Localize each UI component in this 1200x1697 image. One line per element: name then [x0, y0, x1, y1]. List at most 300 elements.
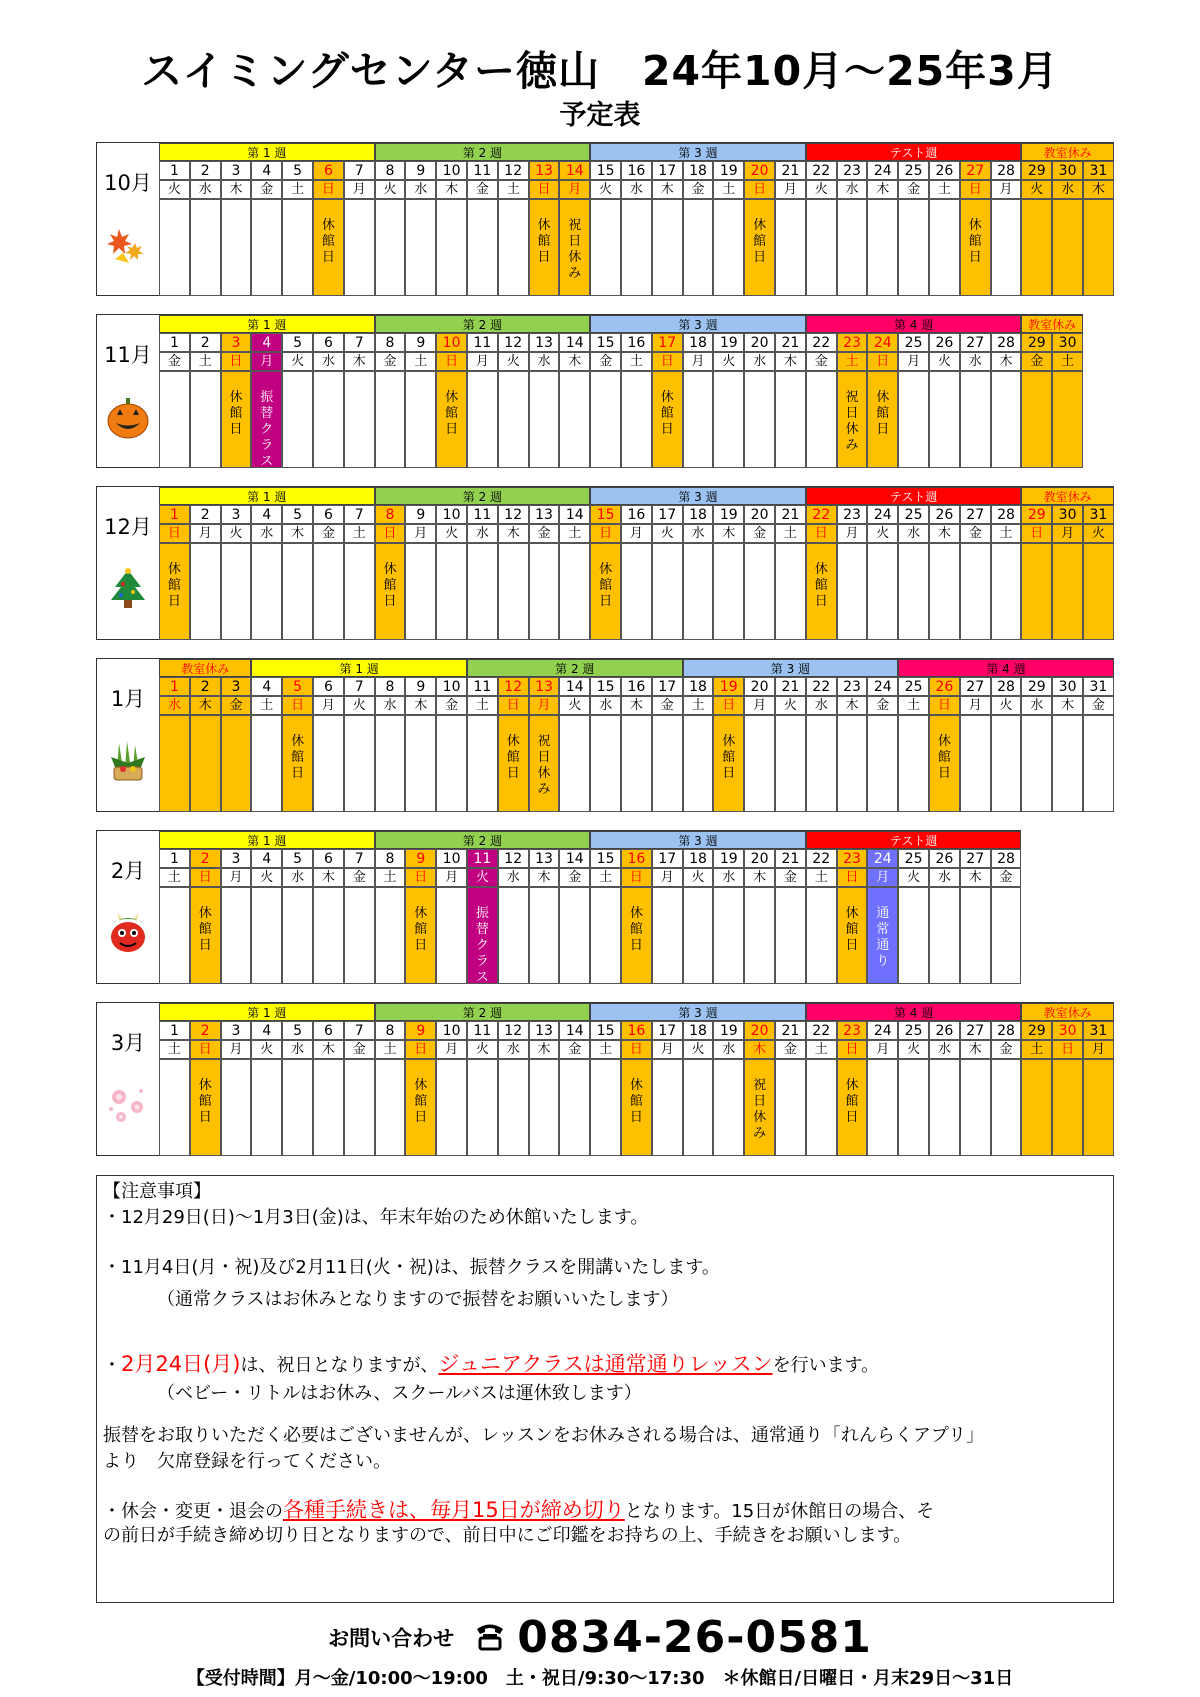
day-number: 13 [529, 333, 560, 352]
day-number: 12 [498, 505, 529, 524]
day-note-text: 通 常 通 り [876, 906, 890, 969]
day-number: 2 [190, 333, 221, 352]
day-number: 22 [806, 333, 837, 352]
day-note [282, 887, 313, 984]
day-number: 14 [559, 333, 590, 352]
day-note [467, 199, 498, 296]
day-of-week: 水 [621, 180, 652, 199]
day-number: 15 [590, 505, 621, 524]
day-of-week: 金 [467, 180, 498, 199]
day-of-week: 金 [744, 524, 775, 543]
day-of-week: 日 [221, 352, 252, 371]
week-header: 第 2 週 [375, 315, 591, 333]
day-note [498, 543, 529, 640]
day-of-week: 金 [375, 352, 406, 371]
week-header: 第 2 週 [375, 1003, 591, 1021]
day-of-week: 月 [775, 180, 806, 199]
day-number: 25 [898, 161, 929, 180]
day-number: 6 [313, 161, 344, 180]
day-number: 3 [221, 161, 252, 180]
day-note [282, 199, 313, 296]
christmas-tree-icon [105, 567, 151, 613]
day-number: 19 [713, 677, 744, 696]
week-header: 第 3 週 [590, 315, 806, 333]
day-note-text: 休 館 日 [753, 218, 767, 265]
day-number: 6 [313, 677, 344, 696]
day-note-text: 祝 日 休 み [537, 734, 551, 797]
day-number: 10 [436, 1021, 467, 1040]
day-of-week: 日 [405, 868, 436, 887]
day-note [1052, 543, 1083, 640]
month-label: 10月 [104, 171, 152, 195]
day-number: 11 [467, 333, 498, 352]
day-number: 2 [190, 849, 221, 868]
day-number: 22 [806, 677, 837, 696]
day-of-week: 火 [806, 180, 837, 199]
day-note [775, 371, 806, 468]
day-note [713, 199, 744, 296]
day-note [467, 371, 498, 468]
day-number: 21 [775, 161, 806, 180]
day-note [190, 371, 221, 468]
day-note [313, 199, 344, 296]
day-note-text: 休 館 日 [445, 390, 459, 437]
day-note [837, 543, 868, 640]
day-note [713, 715, 744, 812]
day-of-week: 火 [251, 1040, 282, 1059]
day-of-week: 月 [251, 352, 282, 371]
day-of-week: 金 [529, 524, 560, 543]
day-number: 19 [713, 1021, 744, 1040]
day-number: 13 [529, 849, 560, 868]
day-number: 8 [375, 677, 406, 696]
day-note [1083, 715, 1114, 812]
day-number: 11 [467, 1021, 498, 1040]
day-number: 20 [744, 849, 775, 868]
day-of-week: 金 [344, 1040, 375, 1059]
day-number: 19 [713, 333, 744, 352]
day-note [991, 543, 1022, 640]
day-of-week: 土 [1052, 352, 1083, 371]
day-of-week: 水 [837, 180, 868, 199]
day-note [559, 887, 590, 984]
day-number: 15 [590, 849, 621, 868]
note-fragment: ・ [103, 1355, 121, 1376]
day-number: 10 [436, 849, 467, 868]
day-number: 23 [837, 1021, 868, 1040]
week-header: 教室休み [1021, 1003, 1113, 1021]
week-header: テスト週 [806, 143, 1022, 161]
day-note [991, 887, 1022, 984]
day-of-week: 水 [898, 524, 929, 543]
page-subtitle: 予定表 [559, 100, 641, 131]
day-note [251, 199, 282, 296]
day-note [837, 371, 868, 468]
day-note [559, 543, 590, 640]
day-of-week: 月 [467, 352, 498, 371]
day-note [313, 715, 344, 812]
day-number: 29 [1021, 333, 1052, 352]
day-of-week: 月 [405, 524, 436, 543]
day-number: 5 [282, 333, 313, 352]
day-number: 21 [775, 677, 806, 696]
day-note [1021, 199, 1052, 296]
day-of-week: 水 [590, 696, 621, 715]
day-of-week: 火 [375, 180, 406, 199]
day-note [590, 887, 621, 984]
day-note [375, 1059, 406, 1156]
day-number: 15 [590, 1021, 621, 1040]
day-note [498, 715, 529, 812]
day-note [282, 371, 313, 468]
day-number: 2 [190, 1021, 221, 1040]
day-of-week: 火 [498, 352, 529, 371]
day-number: 19 [713, 161, 744, 180]
week-header: 教室休み [1021, 487, 1113, 505]
day-note [1052, 199, 1083, 296]
day-number: 13 [529, 1021, 560, 1040]
day-number: 21 [775, 505, 806, 524]
day-number: 24 [867, 677, 898, 696]
day-number: 30 [1052, 505, 1083, 524]
day-of-week: 金 [1021, 352, 1052, 371]
day-number: 14 [559, 1021, 590, 1040]
day-of-week: 日 [190, 1040, 221, 1059]
day-of-week: 木 [190, 696, 221, 715]
day-number: 15 [590, 333, 621, 352]
day-of-week: 金 [898, 180, 929, 199]
day-number: 20 [744, 677, 775, 696]
day-of-week: 金 [991, 868, 1022, 887]
day-number: 24 [867, 849, 898, 868]
day-number: 29 [1021, 505, 1052, 524]
day-number: 1 [159, 161, 190, 180]
day-of-week: 土 [775, 524, 806, 543]
day-note-text: 休 館 日 [968, 218, 982, 265]
day-number: 9 [405, 161, 436, 180]
day-note [251, 715, 282, 812]
day-number: 10 [436, 505, 467, 524]
month-label: 1月 [110, 687, 146, 711]
day-number: 7 [344, 677, 375, 696]
day-of-week: 水 [467, 524, 498, 543]
day-number: 1 [159, 849, 190, 868]
day-of-week: 火 [282, 352, 313, 371]
day-of-week: 木 [436, 180, 467, 199]
day-number: 5 [282, 505, 313, 524]
day-note [837, 199, 868, 296]
day-note [190, 887, 221, 984]
day-number: 25 [898, 677, 929, 696]
day-of-week: 金 [775, 868, 806, 887]
day-of-week: 土 [159, 868, 190, 887]
note-fragment: となります。15日が休館日の場合、そ [624, 1501, 935, 1522]
day-of-week: 日 [621, 1040, 652, 1059]
day-of-week: 金 [559, 868, 590, 887]
day-note [590, 1059, 621, 1156]
day-of-week: 火 [652, 524, 683, 543]
day-note [159, 199, 190, 296]
day-of-week: 金 [436, 696, 467, 715]
day-of-week: 木 [221, 180, 252, 199]
day-note [652, 887, 683, 984]
day-of-week: 日 [498, 696, 529, 715]
day-number: 30 [1052, 1021, 1083, 1040]
cherry-blossom-icon [105, 1083, 151, 1129]
day-of-week: 月 [190, 524, 221, 543]
day-number: 21 [775, 849, 806, 868]
day-note [867, 371, 898, 468]
day-note [898, 715, 929, 812]
day-number: 15 [590, 161, 621, 180]
day-number: 20 [744, 1021, 775, 1040]
note-fragment: は、祝日となりますが、 [240, 1355, 439, 1376]
day-note [652, 543, 683, 640]
day-number: 15 [590, 677, 621, 696]
day-number: 13 [529, 505, 560, 524]
day-of-week: 木 [1083, 180, 1114, 199]
week-header: 第 2 週 [467, 659, 683, 677]
week-header: 第 2 週 [375, 831, 591, 849]
day-note [251, 887, 282, 984]
week-header: 第 1 週 [159, 1003, 375, 1021]
day-of-week: 水 [251, 524, 282, 543]
day-number: 5 [282, 677, 313, 696]
day-number: 18 [683, 505, 714, 524]
day-note [436, 199, 467, 296]
day-number: 17 [652, 677, 683, 696]
day-of-week: 月 [1083, 1040, 1114, 1059]
day-of-week: 火 [251, 868, 282, 887]
day-of-week: 土 [806, 1040, 837, 1059]
month-calendar [96, 1002, 1114, 1156]
day-note [375, 371, 406, 468]
day-of-week: 火 [1021, 180, 1052, 199]
day-number: 18 [683, 1021, 714, 1040]
jack-o-lantern-icon [105, 395, 151, 441]
day-note [1052, 1059, 1083, 1156]
day-of-week: 金 [806, 352, 837, 371]
day-note-text: 休 館 日 [167, 562, 181, 609]
month-calendar [96, 314, 1083, 468]
day-number: 4 [251, 161, 282, 180]
day-of-week: 木 [313, 1040, 344, 1059]
day-of-week: 日 [282, 696, 313, 715]
day-note [221, 199, 252, 296]
day-number: 12 [498, 849, 529, 868]
day-note [991, 715, 1022, 812]
day-note [621, 1059, 652, 1156]
day-number: 1 [159, 333, 190, 352]
day-note-text: 休 館 日 [383, 562, 397, 609]
day-note-text: 祝 日 休 み [845, 390, 859, 453]
day-note [744, 199, 775, 296]
day-of-week: 土 [898, 696, 929, 715]
day-of-week: 土 [1021, 1040, 1052, 1059]
day-of-week: 金 [867, 696, 898, 715]
day-number: 26 [929, 161, 960, 180]
day-note [436, 887, 467, 984]
day-note [344, 199, 375, 296]
note-line: ・11月4日(月・祝)及び2月11日(火・祝)は、振替クラスを開講いたします。 [103, 1257, 720, 1278]
day-number: 4 [251, 1021, 282, 1040]
day-number: 13 [529, 677, 560, 696]
day-number: 26 [929, 849, 960, 868]
week-header: 第 3 週 [590, 487, 806, 505]
day-number: 28 [991, 333, 1022, 352]
day-number: 18 [683, 333, 714, 352]
day-note [159, 543, 190, 640]
day-note-text: 振 替 ク ラ ス [475, 906, 489, 984]
week-header: テスト週 [806, 831, 1022, 849]
week-header: 教室休み [1021, 143, 1113, 161]
day-of-week: 日 [867, 352, 898, 371]
day-number: 12 [498, 1021, 529, 1040]
day-number: 14 [559, 505, 590, 524]
day-of-week: 木 [498, 524, 529, 543]
day-note [960, 199, 991, 296]
day-number: 17 [652, 505, 683, 524]
day-number: 6 [313, 1021, 344, 1040]
day-of-week: 木 [313, 868, 344, 887]
maple-leaves-icon [105, 223, 151, 269]
day-note [159, 715, 190, 812]
day-note [806, 887, 837, 984]
day-number: 5 [282, 161, 313, 180]
day-number: 3 [221, 1021, 252, 1040]
day-of-week: 土 [713, 180, 744, 199]
day-note [190, 715, 221, 812]
day-note [991, 199, 1022, 296]
day-of-week: 木 [837, 696, 868, 715]
day-number: 4 [251, 505, 282, 524]
day-note-text: 休 館 日 [198, 906, 212, 953]
day-of-week: 日 [1021, 524, 1052, 543]
day-note [775, 1059, 806, 1156]
day-number: 28 [991, 505, 1022, 524]
day-of-week: 木 [744, 868, 775, 887]
day-note [652, 715, 683, 812]
day-note [806, 543, 837, 640]
day-of-week: 日 [960, 180, 991, 199]
day-number: 7 [344, 1021, 375, 1040]
day-note [775, 715, 806, 812]
day-of-week: 火 [991, 696, 1022, 715]
day-of-week: 金 [221, 696, 252, 715]
day-of-week: 水 [159, 696, 190, 715]
day-note [590, 543, 621, 640]
day-number: 23 [837, 333, 868, 352]
day-note [405, 543, 436, 640]
day-note [559, 371, 590, 468]
day-number: 8 [375, 333, 406, 352]
day-number: 21 [775, 1021, 806, 1040]
day-of-week: 金 [960, 524, 991, 543]
day-number: 24 [867, 161, 898, 180]
day-of-week: 火 [898, 1040, 929, 1059]
day-number: 12 [498, 333, 529, 352]
day-note [344, 543, 375, 640]
day-note [991, 1059, 1022, 1156]
day-number: 14 [559, 161, 590, 180]
day-of-week: 火 [929, 352, 960, 371]
day-note-text: 休 館 日 [876, 390, 890, 437]
day-number: 18 [683, 677, 714, 696]
day-of-week: 水 [806, 696, 837, 715]
page-title: スイミングセンター徳山 24年10月～25年3月 [141, 47, 1059, 95]
day-note [867, 543, 898, 640]
day-number: 20 [744, 161, 775, 180]
day-number: 7 [344, 849, 375, 868]
day-note [867, 715, 898, 812]
day-note [1052, 371, 1083, 468]
day-number: 9 [405, 505, 436, 524]
day-of-week: 木 [405, 696, 436, 715]
day-of-week: 月 [436, 868, 467, 887]
day-of-week: 水 [960, 352, 991, 371]
day-number: 27 [960, 333, 991, 352]
day-note [529, 715, 560, 812]
note-fragment-date: 2月24日(月) [121, 1352, 241, 1376]
day-note [529, 543, 560, 640]
day-number: 4 [251, 677, 282, 696]
day-note-text: 休 館 日 [414, 906, 428, 953]
day-note [590, 371, 621, 468]
day-of-week: 日 [190, 868, 221, 887]
day-number: 7 [344, 161, 375, 180]
day-of-week: 日 [806, 524, 837, 543]
day-note [806, 371, 837, 468]
day-number: 3 [221, 333, 252, 352]
oni-demon-icon [105, 911, 151, 957]
day-note [498, 371, 529, 468]
day-note [837, 715, 868, 812]
day-note [621, 371, 652, 468]
day-number: 4 [251, 333, 282, 352]
week-header: 第 4 週 [806, 1003, 1022, 1021]
day-note [190, 543, 221, 640]
day-number: 11 [467, 849, 498, 868]
day-note [221, 371, 252, 468]
day-of-week: 水 [405, 180, 436, 199]
day-note-text: 振 替 ク ラ ス [260, 390, 274, 468]
day-of-week: 日 [436, 352, 467, 371]
day-number: 30 [1052, 161, 1083, 180]
day-of-week: 月 [221, 1040, 252, 1059]
day-of-week: 日 [929, 696, 960, 715]
day-of-week: 月 [529, 696, 560, 715]
note-line: （通常クラスはお休みとなりますので振替をお願いいたします） [157, 1289, 679, 1310]
day-number: 25 [898, 1021, 929, 1040]
day-of-week: 日 [652, 352, 683, 371]
day-of-week: 火 [159, 180, 190, 199]
day-of-week: 火 [775, 696, 806, 715]
day-note [498, 887, 529, 984]
note-line: より 欠席登録を行ってください。 [103, 1451, 391, 1472]
day-of-week: 土 [375, 1040, 406, 1059]
day-number: 23 [837, 505, 868, 524]
note-fragment-highlight: 各種手続きは、毎月15日が締め切り [283, 1498, 625, 1522]
day-note [559, 1059, 590, 1156]
day-note [529, 199, 560, 296]
notes-heading: 【注意事項】 [103, 1181, 211, 1202]
day-note [375, 887, 406, 984]
day-of-week: 土 [282, 180, 313, 199]
day-number: 25 [898, 849, 929, 868]
day-note [282, 543, 313, 640]
day-note [683, 199, 714, 296]
day-note [375, 543, 406, 640]
